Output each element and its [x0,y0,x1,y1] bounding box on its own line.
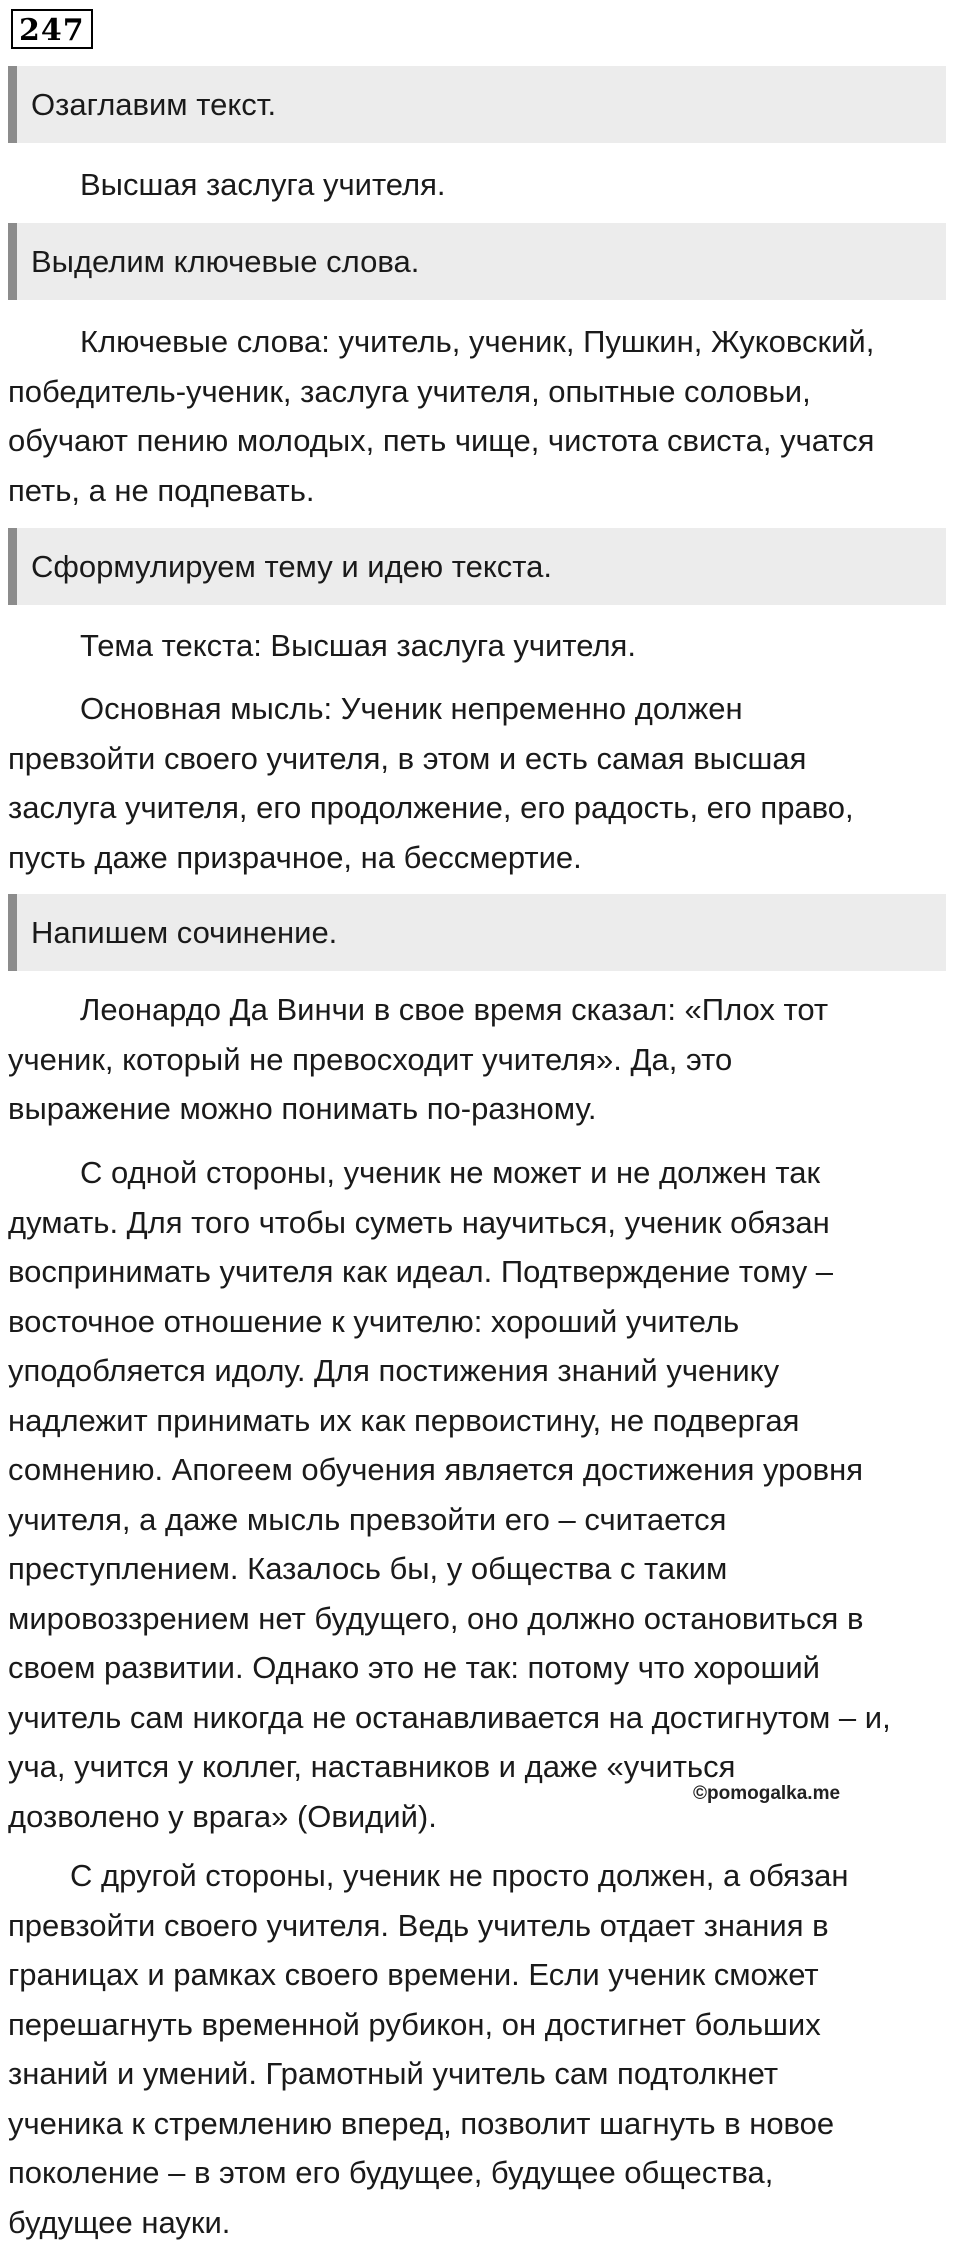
text-line: петь, а не подпевать. [8,466,950,516]
text-line: выражение можно понимать по-разному. [8,1084,950,1134]
section-header-keywords: Выделим ключевые слова. [8,223,946,300]
text-line: знаний и умений. Грамотный учитель сам подтолкнет [8,2049,950,2099]
text-line: С одной стороны, ученик не может и не должен так [8,1148,950,1198]
text-line: сомнению. Апогеем обучения является достижения уровня [8,1445,950,1495]
text-line: восточное отношение к учителю: хороший учитель [8,1297,950,1347]
text-line: С другой стороны, ученик не просто должен, а обязан [8,1851,950,1901]
text-line: перешагнуть временной рубикон, он достигнет больших [8,2000,950,2050]
paragraph-essay-other-side [8,1851,950,2247]
text-line: мировоззрением нет будущего, оно должно остановиться в [8,1594,950,1644]
watermark-text: ©pomogalka.me [693,1783,840,1805]
text-line: надлежит принимать их как первоистину, не подвергая [8,1396,950,1446]
text-line: победитель-ученик, заслуга учителя, опытные соловьи, [8,367,950,417]
section-header-theme-idea: Сформулируем тему и идею текста. [8,528,946,605]
text-line: учитель сам никогда не останавливается на достигнутом – и, [8,1693,950,1743]
text-line: Ключевые слова: учитель, ученик, Пушкин, Жуковский, [8,317,950,367]
text-line: уча, учится у коллег, наставников и даже «учиться [8,1742,950,1792]
text-line: уподобляется идолу. Для постижения знаний ученику [8,1346,950,1396]
text-line: ученик, который не превосходит учителя». Да, это [8,1035,950,1085]
text-line: Тема текста: Высшая заслуга учителя. [8,621,950,671]
paragraph-keywords [8,317,950,515]
text-line: своем развитии. Однако это не так: потому что хороший [8,1643,950,1693]
text-line: Основная мысль: Ученик непременно должен [8,684,950,734]
text-line: воспринимать учителя как идеал. Подтверждение тому – [8,1247,950,1297]
paragraph-essay-one-side [8,1148,950,1841]
text-line: пусть даже призрачное, на бессмертие. [8,833,950,883]
task-number: 247 [11,9,93,49]
text-line: обучают пению молодых, петь чище, чистота свиста, учатся [8,416,950,466]
text-line: дозволено у врага» (Овидий). [8,1792,950,1842]
text-line: Высшая заслуга учителя. [8,160,950,210]
text-line: превзойти своего учителя. Ведь учитель отдает знания в [8,1901,950,1951]
text-line: преступлением. Казалось бы, у общества с таким [8,1544,950,1594]
section-header-essay: Напишем сочинение. [8,894,946,971]
text-line: думать. Для того чтобы суметь научиться, ученик обязан [8,1198,950,1248]
section-header-title: Озаглавим текст. [8,66,946,143]
text-line: поколение – в этом его будущее, будущее общества, [8,2148,950,2198]
text-line: будущее науки. [8,2198,950,2247]
text-line: превзойти своего учителя, в этом и есть самая высшая [8,734,950,784]
text-line: заслуга учителя, его продолжение, его радость, его право, [8,783,950,833]
text-line: границах и рамках своего времени. Если ученик сможет [8,1950,950,2000]
paragraph-theme [8,621,950,671]
paragraph-title-text [8,160,950,210]
paragraph-essay-intro [8,985,950,1134]
text-line: учителя, а даже мысль превзойти его – считается [8,1495,950,1545]
paragraph-main-idea [8,684,950,882]
text-line: ученика к стремлению вперед, позволит шагнуть в новое [8,2099,950,2149]
text-line: Леонардо Да Винчи в свое время сказал: «Плох тот [8,985,950,1035]
